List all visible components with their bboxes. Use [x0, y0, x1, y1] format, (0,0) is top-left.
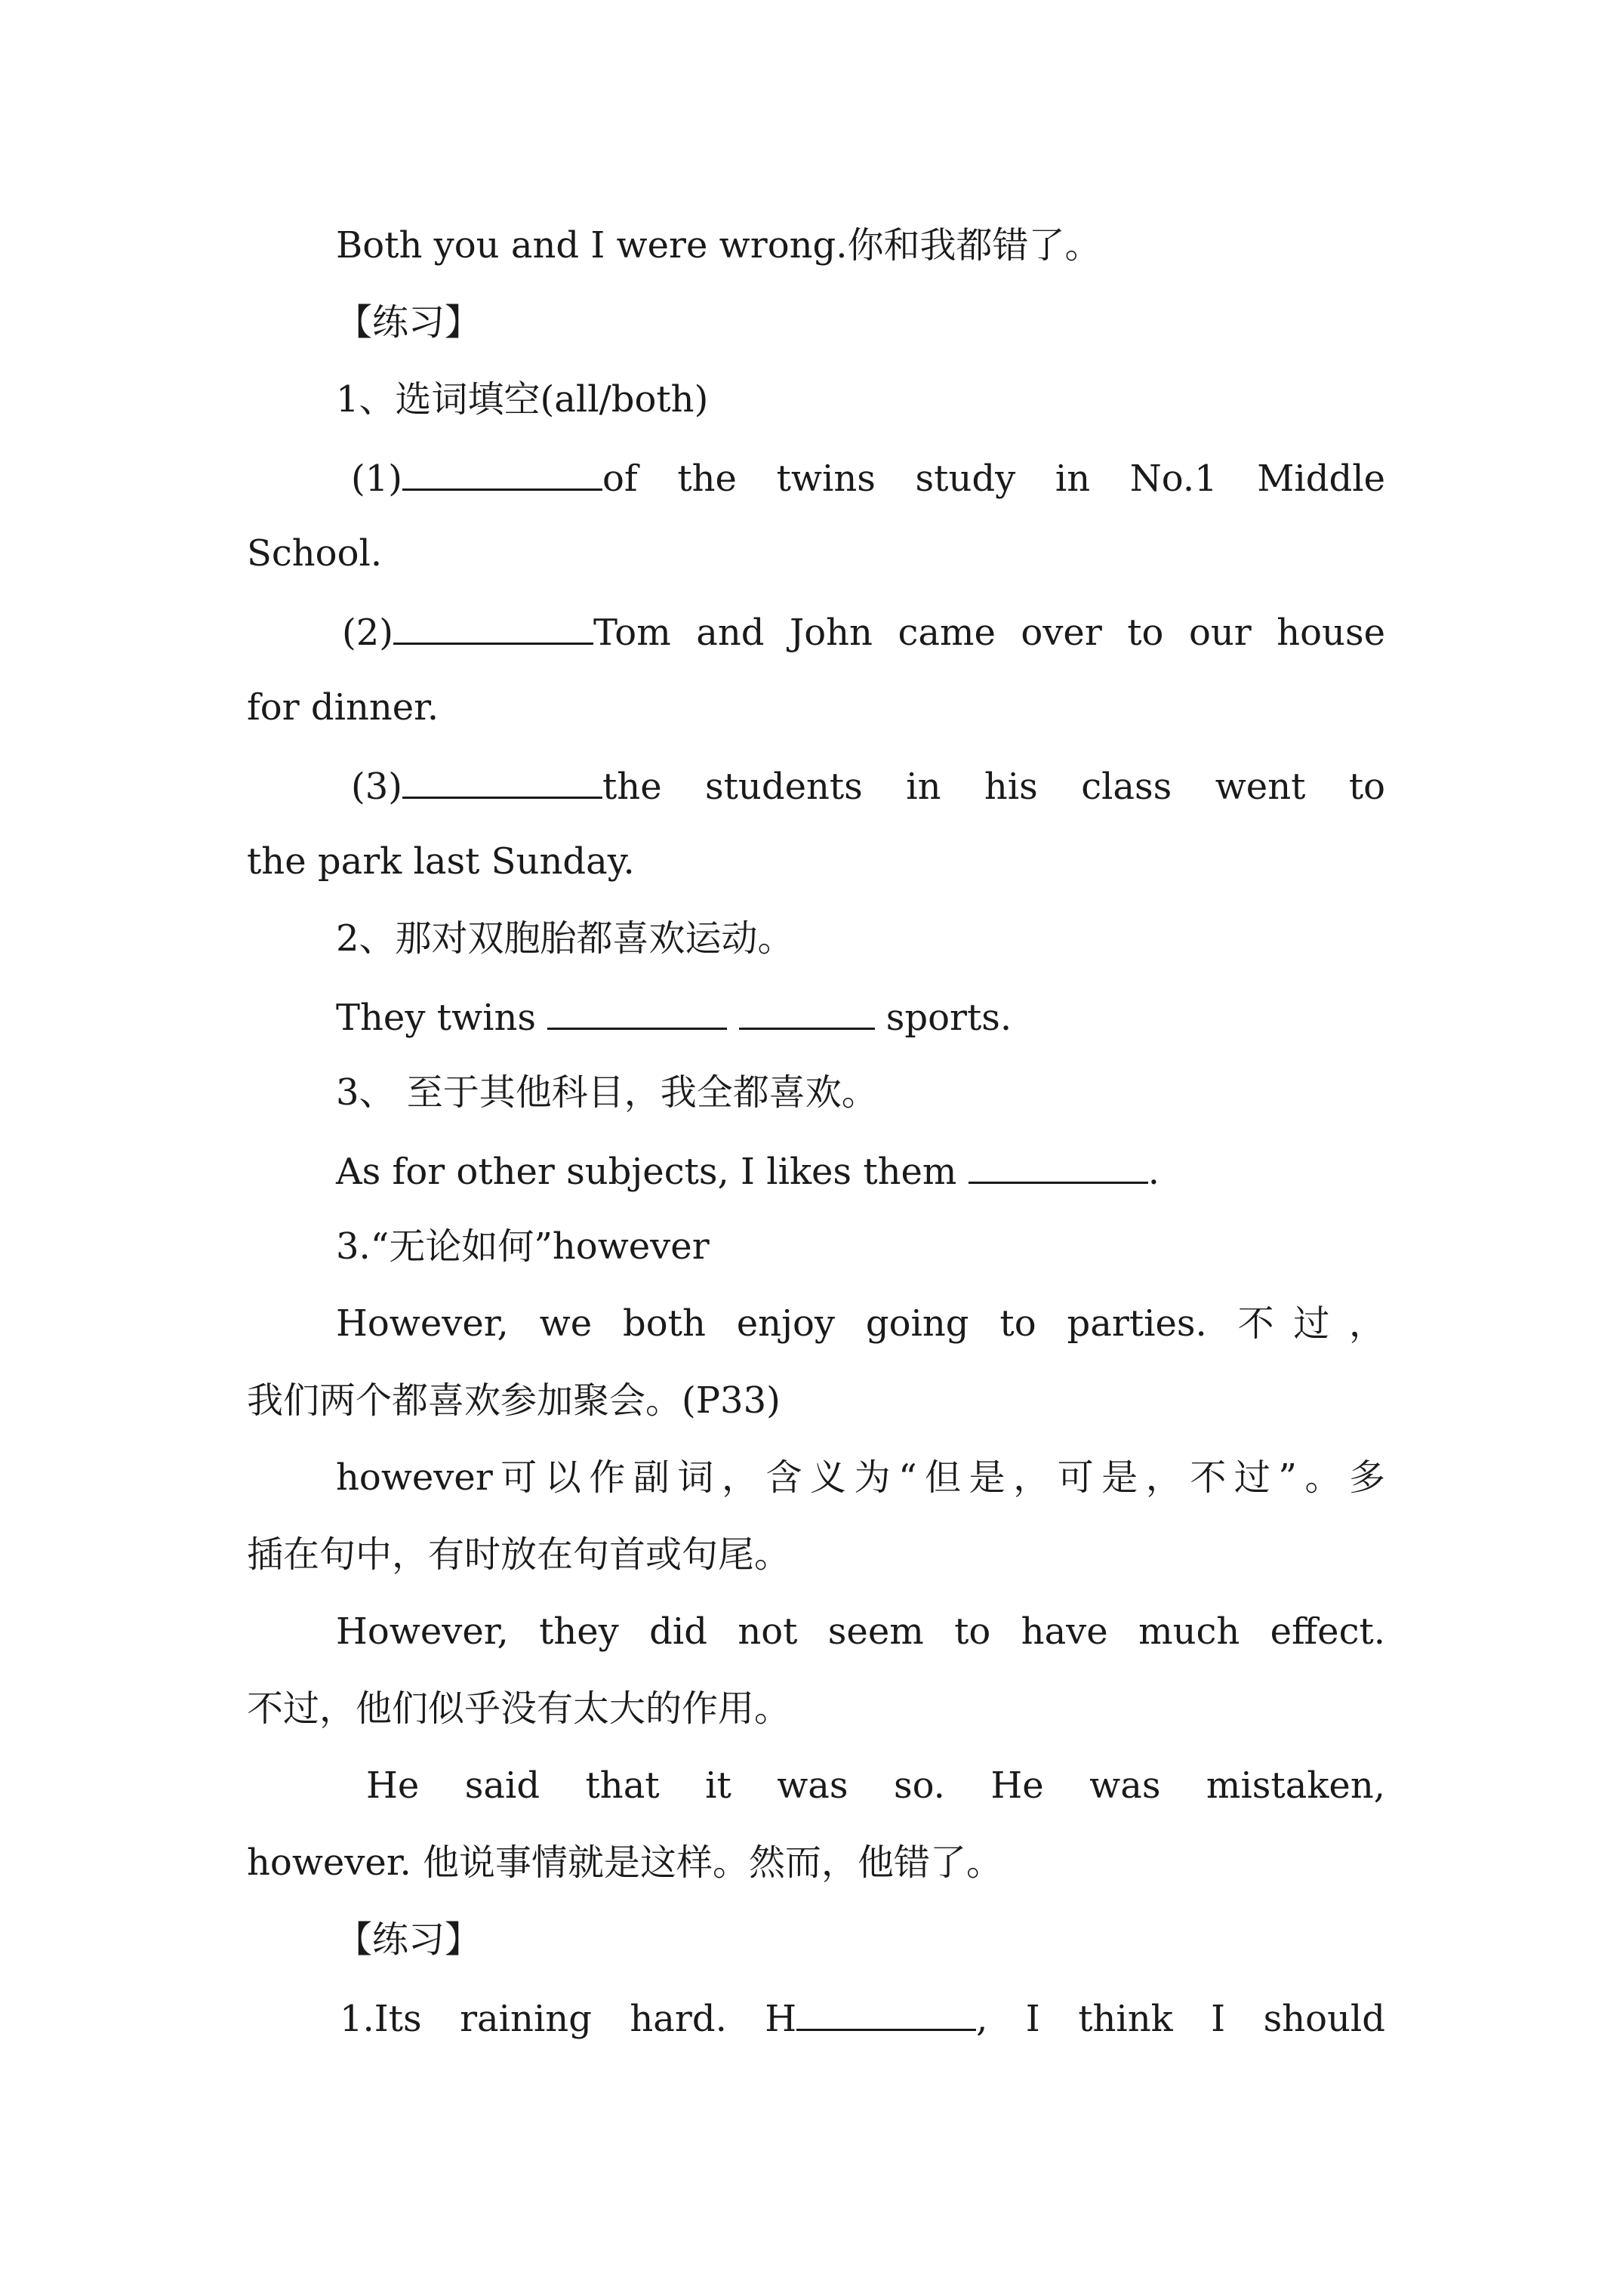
- text-line: However, they did not seem to have much effect.: [336, 1610, 1385, 1653]
- text-line: however可以作副词，含义为“但是，可是，不过”。多: [336, 1456, 1385, 1499]
- section-heading: 3.“无论如何”however: [336, 1225, 710, 1268]
- text-line: Both you and I were wrong.你和我都错了。: [336, 224, 1101, 267]
- item-number: (1): [351, 458, 402, 500]
- text-line: He said that it was so. He was mistaken,: [366, 1764, 1385, 1807]
- text-line: the park last Sunday.: [247, 840, 635, 883]
- text-line: for dinner.: [247, 686, 439, 729]
- answer-blank[interactable]: [402, 760, 602, 799]
- item-text: of the twins study in No.1 Middle: [602, 458, 1385, 500]
- exercise-instruction: 2、那对双胞胎都喜欢运动。: [336, 917, 794, 960]
- exercise-item: [351, 452, 1385, 503]
- item-text: the students in his class went to: [602, 766, 1385, 808]
- item-number: (3): [351, 766, 402, 808]
- text-line: 不过，他们似乎没有太大的作用。: [247, 1687, 791, 1730]
- exercise-item: As for other subjects, I likes them .: [336, 1145, 1160, 1196]
- item-text: Tom and John came over to our house: [593, 612, 1385, 654]
- text-line: 我们两个都喜欢参加聚会。(P33): [247, 1379, 781, 1422]
- item-text: sports.: [874, 997, 1012, 1039]
- text-line: however. 他说事情就是这样。然而，他错了。: [247, 1841, 1003, 1884]
- answer-blank[interactable]: [796, 1992, 976, 2031]
- item-text: 1.Its raining hard. H: [340, 1998, 797, 2040]
- item-text: As for other subjects, I likes them: [336, 1151, 969, 1193]
- exercise-instruction: 1、选词填空(all/both): [336, 378, 709, 421]
- answer-blank[interactable]: [547, 991, 727, 1030]
- answer-blank[interactable]: [393, 606, 593, 645]
- item-text: They twins: [336, 997, 548, 1039]
- text-line: However, we both enjoy going to parties. 不过，: [336, 1302, 1385, 1345]
- answer-blank[interactable]: [402, 452, 602, 491]
- text-line: 插在句中，有时放在句首或句尾。: [247, 1533, 791, 1576]
- section-heading-exercise: 【练习】: [336, 301, 482, 344]
- answer-blank[interactable]: [969, 1145, 1148, 1184]
- exercise-instruction: 3、 至于其他科目，我全都喜欢。: [336, 1071, 878, 1114]
- section-heading-exercise: 【练习】: [336, 1918, 482, 1961]
- item-text: , I think I should: [976, 1998, 1385, 2040]
- exercise-item: [351, 760, 1385, 811]
- item-number: (2): [342, 612, 393, 654]
- exercise-item: [342, 606, 1385, 657]
- answer-blank[interactable]: [739, 991, 875, 1030]
- exercise-item: [336, 991, 1012, 1042]
- text-line: School.: [247, 532, 383, 575]
- exercise-item: [340, 1992, 1385, 2043]
